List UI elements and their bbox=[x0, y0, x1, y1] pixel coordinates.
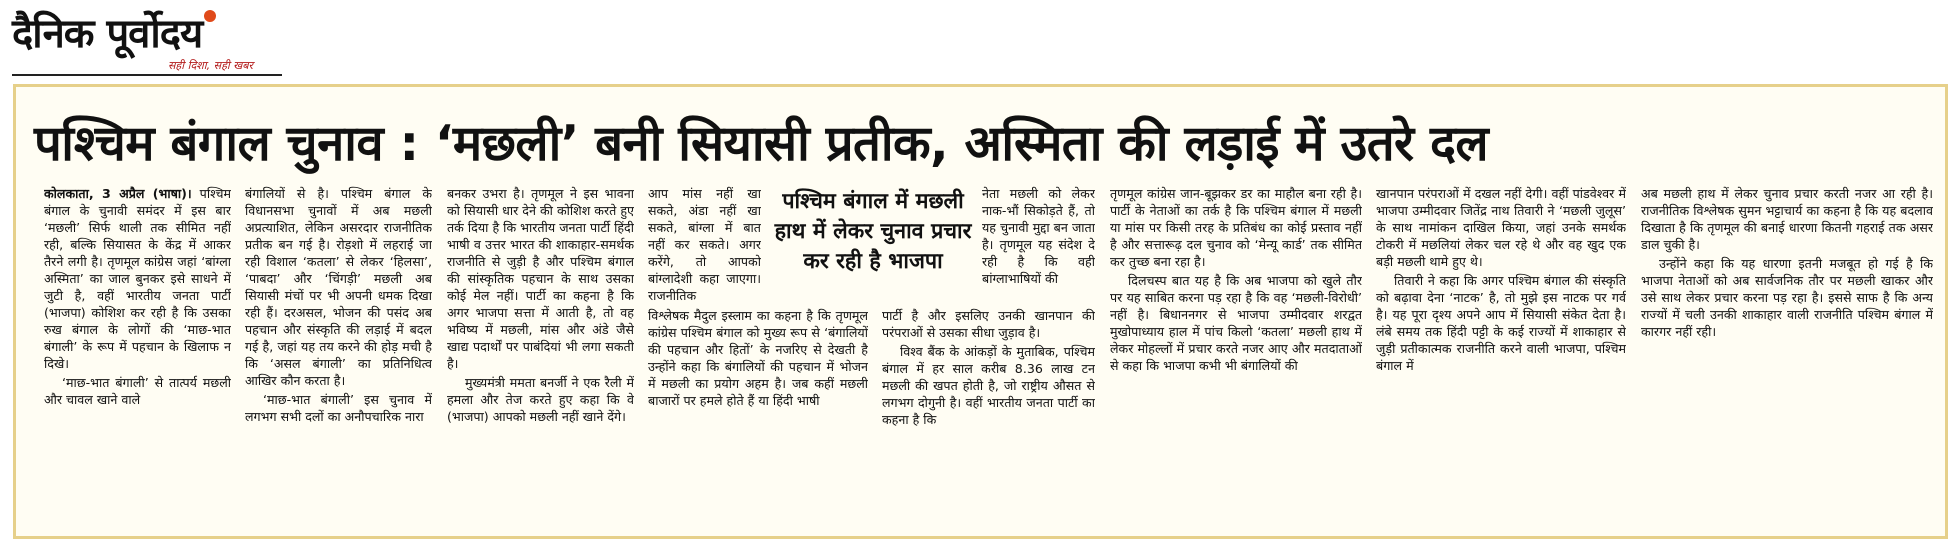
column-4-text: आप मांस नहीं खा सकते, अंडा नहीं खा सकते, बांग्ला में बात नहीं कर सकते। अगर करेंगे, तो आपको बांग्लादेशी कहा जाएगा। राजनीतिक bbox=[648, 186, 761, 303]
column-2-paragraph-1: बंगालियों से है। पश्चिम बंगाल के विधानसभा चुनावों में अब मछली अप्रत्याशित, लेकिन असरदार राजनीतिक प्रतीक बन गई है। रोड़शो में लहराई जा रही विशाल ‘कतला’ से लेकर ‘हिलसा’, ‘पाबदा’ और ‘चिंगड़ी’ मछली अब सियासी मंचों पर भी अपनी धमक दिखा रही हैं। दरअसल, भोजन की पसंद अब पहचान और संस्कृति की लड़ाई में बदल गई है, जहां यह तय करने की होड़ मची है कि ‘असल बंगाली’ का प्रतिनिधित्व आखिर कौन करता है। bbox=[245, 186, 432, 388]
article-column-1 bbox=[44, 185, 231, 530]
article-headline: पश्चिम बंगाल चुनाव : ‘मछली’ बनी सियासी प्रतीक, अस्मिता की लड़ाई में उतरे दल bbox=[34, 115, 1488, 172]
logo-tagline: सही दिशा, सही खबर bbox=[168, 59, 254, 72]
article-column-7 bbox=[1376, 185, 1626, 530]
newspaper-logo bbox=[12, 4, 216, 59]
column-6-paragraph-1: तृणमूल कांग्रेस जान-बूझकर डर का माहौल बना रही है। पार्टी के नेताओं का तर्क है कि पश्चिम बंगाल में मछली या मांस पर किसी तरह के प्रतिबंध का कोई प्रस्ताव नहीं है और सत्तारूढ़ दल चुनाव को ‘मेन्यू कार्ड’ तक सीमित कर तुच्छ बना रहा है। bbox=[1110, 186, 1362, 269]
column-7-paragraph-2: तिवारी ने कहा कि अगर पश्चिम बंगाल की संस्कृति को बढ़ावा देना ‘नाटक’ है, तो मुझे इस नाटक पर गर्व है। यह पूरा दृश्य अपने आप में सियासी संकेत देता है। लंबे समय तक हिंदी पट्टी के कई राज्यों में शाकाहार से जुड़ी प्रतीकात्मक राजनीति करने वाली भाजपा, पश्चिम बंगाल में bbox=[1376, 273, 1626, 373]
column-3-paragraph-2: मुख्यमंत्री ममता बनर्जी ने एक रैली में हमला और तेज करते हुए कहा कि वे (भाजपा) आपको मछली नहीं खाने देंगे। bbox=[447, 375, 634, 424]
column-7-paragraph-1: खानपान परंपराओं में दखल नहीं देगी। वहीं पांडवेश्वर में भाजपा उम्मीदवार जितेंद्र नाथ तिवारी ने ‘मछली जुलूस’ के साथ नामांकन दाखिल किया, जहां उनके समर्थक टोकरी में मछलियां लेकर चल रहे थे और वह खुद एक बड़ी मछली थामे हुए थे। bbox=[1376, 186, 1626, 269]
column-5-text: नेता मछली को लेकर नाक-भौं सिकोड़ते हैं, तो यह चुनावी मुद्दा बन जाता है। तृणमूल यह संदेश दे रही है कि वही बांग्लाभाषियों की bbox=[982, 186, 1095, 286]
column-3-paragraph-1: बनकर उभरा है। तृणमूल ने इस भावना को सियासी धार देने की कोशिश करते हुए तर्क दिया है कि भारतीय जनता पार्टी हिंदी भाषी व उत्तर भारत की शाकाहार-समर्थक राजनीति से जुड़ी है और पश्चिम बंगाल की सांस्कृतिक पहचान के साथ उसका कोई मेल नहीं। पार्टी का कहना है कि अगर भाजपा सत्ता में आती है, तो वह भविष्य में मछली, मांस और अंडे जैसे खाद्य पदार्थों पर पाबंदियां भी लगा सकती है। bbox=[447, 186, 634, 371]
article-column-6 bbox=[1110, 185, 1362, 530]
column-2-paragraph-2: ‘माछ-भात बंगाली’ इस चुनाव में लगभग सभी दलों का अनौपचारिक नारा bbox=[245, 392, 432, 424]
pull-quote: पश्चिम बंगाल में मछली हाथ में लेकर चुनाव प्रचार कर रही है भाजपा bbox=[774, 189, 972, 274]
mid-left-text: विश्लेषक मैदुल इस्लाम का कहना है कि तृणमूल कांग्रेस पश्चिम बंगाल को मुख्य रूप से ‘बंगालियों की पहचान और हितों’ के नजरिए से देखती है उन्होंने कहा कि बंगालियों की पहचान में भोजन में मछली का प्रयोग अहम है। जब कहीं मछली बाजारों पर हमले होते हैं या हिंदी भाषी bbox=[648, 308, 868, 408]
mid-right-paragraph-2: विश्व बैंक के आंकड़ों के मुताबिक, पश्चिम बंगाल में हर साल करीब 8.36 लाख टन मछली की खपत होती है, जो राष्ट्रीय औसत से लगभग दोगुनी है। वहीं भारतीय जनता पार्टी का कहना है कि bbox=[882, 344, 1095, 427]
logo-dot-icon bbox=[204, 10, 216, 22]
column-6-paragraph-2: दिलचस्प बात यह है कि अब भाजपा को खुले तौर पर यह साबित करना पड़ रहा है कि वह ‘मछली-विरोधी’ नहीं है। बिधाननगर से भाजपा उम्मीदवार शरद्वत मुखोपाध्याय हाल में पांच किलो ‘कतला’ मछली हाथ में लेकर मोहल्लों में प्रचार करते नजर आए और मतदाताओं से कहा कि भाजपा कभी भी बंगालियों की bbox=[1110, 273, 1362, 373]
article-clipping bbox=[13, 84, 1948, 539]
article-column-5-top bbox=[982, 185, 1095, 303]
masthead bbox=[0, 0, 1960, 84]
column-8-paragraph-2: उन्होंने कहा कि यह धारणा इतनी मजबूत हो गई है कि भाजपा नेताओं को अब सार्वजनिक तौर पर मछली खाकर और उसे साथ लेकर प्रचार करना पड़ रहा है। इससे साफ है कि अन्य राज्यों में चली उनकी शाकाहार वाली राजनीति पश्चिम बंगाल में कारगर नहीं रही। bbox=[1641, 256, 1933, 339]
article-column-5-bottom bbox=[882, 307, 1095, 529]
column-8-paragraph-1: अब मछली हाथ में लेकर चुनाव प्रचार करती नजर आ रही है। राजनीतिक विश्लेषक सुमन भट्टाचार्य का कहना है कि यह बदलाव दिखाता है कि तृणमूल की बनाई धारणा कितनी गहराई तक असर डाल चुकी है। bbox=[1641, 186, 1933, 252]
article-column-4-bottom bbox=[648, 307, 868, 529]
article-column-4-top bbox=[648, 185, 761, 303]
column-1-paragraph-2: ‘माछ-भात बंगाली’ से तात्पर्य मछली और चावल खाने वाले bbox=[44, 375, 231, 407]
logo-underline bbox=[12, 74, 282, 76]
article-column-2 bbox=[245, 185, 432, 530]
mid-right-paragraph-1: पार्टी है और इसलिए उनकी खानपान की परंपराओं से उसका सीधा जुड़ाव है। bbox=[882, 308, 1095, 340]
column-1-paragraph-1: पश्चिम बंगाल के चुनावी समंदर में इस बार ‘मछली’ सिर्फ थाली तक सीमित नहीं रही, बल्कि सियासत के केंद्र में आकर तैरने लगी है। तृणमूल कांग्रेस जहां ‘बांग्ला अस्मिता’ का जाल बुनकर इसे साधने में जुटी है, वहीं भारतीय जनता पार्टी (भाजपा) कोशिश कर रही है कि उसका रुख बंगाल के लोगों की ‘माछ-भात बंगाली’ के रूप में पहचान के खिलाफ न दिखे। bbox=[44, 186, 231, 371]
logo-text: दैनिक पूर्वोदय bbox=[12, 10, 203, 57]
article-column-3 bbox=[447, 185, 634, 530]
article-column-8 bbox=[1641, 185, 1933, 530]
dateline: कोलकाता, 3 अप्रैल (भाषा)। bbox=[44, 186, 192, 201]
